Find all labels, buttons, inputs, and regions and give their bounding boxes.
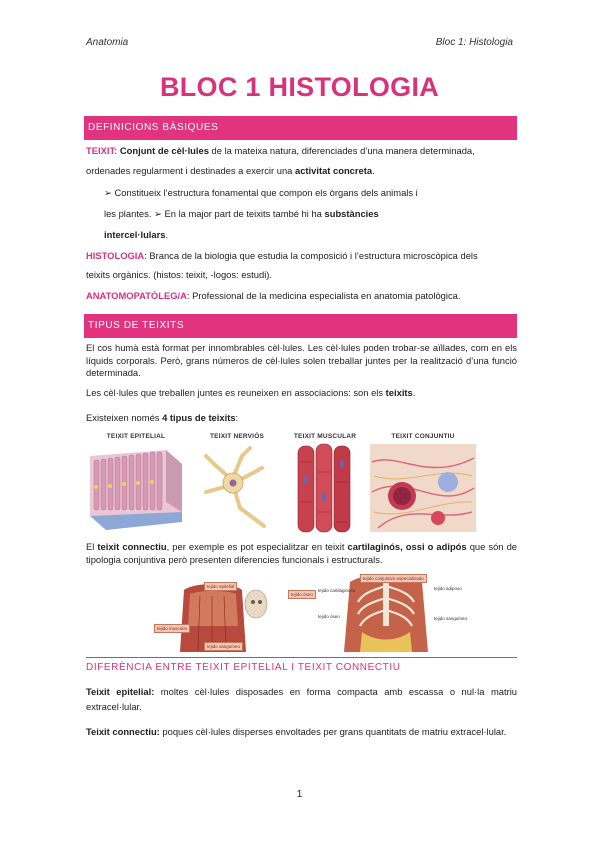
histologia-text2: teixits orgànics. (histos: teixit, -logos: estudi).: [86, 269, 273, 280]
connectiu-term: Teixit connectiu:: [86, 726, 160, 737]
p3-text: Existeixen només: [86, 412, 163, 423]
epitelial-term: Teixit epitelial:: [86, 686, 155, 697]
p2-end: .: [412, 387, 416, 398]
arrow-bullet-icon: ➢: [104, 187, 112, 198]
bullet1-text-b: les plantes.: [104, 208, 152, 219]
fig-label-cartilaginoso: tejido cartilaginoso: [318, 588, 356, 593]
p3-end: :: [235, 412, 239, 423]
section-heading-diferencia: DIFERÈNCIA ENTRE TEIXIT EPITELIAL I TEIXIT CONNECTIU: [86, 657, 517, 677]
teixit-bullet2-cont: [104, 228, 517, 242]
tissue-figure-conjuntiu: [368, 433, 478, 533]
anatomo-text: : Professional de la medicina especialista en anatomia patològica.: [186, 290, 461, 301]
fig-label-epitelial: tejido epitelial: [204, 582, 237, 591]
bullet1-text: Constitueix l’estructura fonamental que compon els òrgans dels animals i: [114, 187, 418, 198]
p4-text: El: [86, 541, 98, 552]
histologia-definition: [86, 249, 517, 263]
epithelial-tissue-illustration: [86, 442, 186, 534]
teixit-text2: ordenades regularment i destinades a exercir una: [86, 165, 295, 176]
histologia-definition-line2: [86, 268, 517, 282]
anatomopatoleg-definition: [86, 289, 517, 303]
fig-label-oseo: tejido óseo: [288, 590, 316, 599]
connectiu-text: poques cèl·lules disperses envoltades per grans quantitats de matriu extracel·lular.: [159, 726, 507, 737]
anatomy-figure-left: [150, 576, 330, 652]
p4-bold2: cartilaginós, ossi o adipós: [347, 541, 467, 552]
arrow-bullet-icon: ➢: [154, 208, 162, 219]
p3-bold: 4 tipus de teixits: [162, 412, 236, 423]
page-number: 1: [296, 789, 303, 800]
bullet2-end: .: [165, 229, 169, 240]
teixit-definition-line1: [86, 144, 517, 158]
tissue-label-nervios: TEIXIT NERVIÓS: [210, 433, 264, 440]
header-chapter: Bloc 1: Histologia: [435, 37, 513, 48]
teixit-term: TEIXIT:: [86, 145, 118, 156]
bullet2-bold2: intercel·lulars: [104, 229, 166, 240]
torso-illustration-left: [150, 576, 330, 652]
teixit-bold: Conjunt de cèl·lules: [119, 145, 209, 156]
connective-tissue-illustration: [368, 442, 478, 534]
page-title: BLOC 1 HISTOLOGIA: [159, 72, 440, 102]
tissue-label-muscular: TEIXIT MUSCULAR: [293, 433, 357, 440]
p4-bold1: teixit connectiu: [97, 541, 167, 552]
anatomo-term: ANATOMOPATÒLEG/A: [86, 290, 187, 301]
teixit-end: .: [372, 165, 375, 176]
histologia-term: HISTOLOGIA: [86, 250, 145, 261]
epitelial-definition: [86, 684, 517, 714]
muscle-tissue-illustration: [290, 442, 360, 534]
tipus-paragraph3: [86, 411, 517, 425]
tissue-figure-muscular: [290, 433, 360, 533]
tissue-figure-nervios: [192, 433, 282, 533]
p4-mid: , per exemple es pot especialitzar en teixit: [166, 541, 348, 552]
fig-label-conjuntivo-especializado: tejido conjuntivo especializado: [360, 574, 427, 583]
fig-label-sanguineo: tejido sanguíneo: [204, 642, 243, 651]
teixit-bullet1: [104, 186, 517, 200]
tissue-label-conjuntiu: TEIXIT CONJUNTIU: [391, 433, 455, 440]
tissue-label-epitelial: TEIXIT EPITELIAL: [106, 433, 166, 440]
connectiu-definition: [86, 724, 517, 739]
teixit-definition-line2: [86, 164, 517, 178]
neuron-illustration: [192, 442, 282, 534]
p2-bold: teixits: [385, 387, 413, 398]
bullet2-bold: substàncies: [324, 208, 379, 219]
tissue-figure-epitelial: [86, 433, 186, 533]
teixit-bold2: activitat concreta: [294, 165, 373, 176]
bullet2-text: En la major part de teixits també hi ha: [164, 208, 325, 219]
epitelial-text: moltes cèl·lules disposades en forma compacta amb escassa o nul·la matriu extracel·lular.: [86, 686, 517, 712]
fig-label-adiposo: tejido adiposo: [434, 586, 462, 591]
header-subject: Anatomia: [86, 37, 129, 48]
torso-illustration-right: [316, 572, 466, 652]
section-heading-tipus: TIPUS DE TEIXITS: [84, 314, 517, 338]
p4-end: que són de tipologia conjuntiva però presenten diferencies funcionals i estructurals.: [86, 541, 518, 565]
fig-label-oseo-right: tejido óseo: [318, 614, 340, 619]
teixit-text: de la mateixa natura, diferenciades d’una manera determinada,: [208, 145, 475, 156]
connectiu-paragraph: [86, 541, 517, 566]
tipus-paragraph2: [86, 386, 517, 400]
p2-text: Les cèl·lules que treballen juntes es reuneixen en associacions: son els: [86, 387, 386, 398]
teixit-bullet1-cont: [104, 207, 517, 221]
anatomy-figure-right: [316, 572, 466, 652]
tipus-paragraph1: El cos humà està format per innombrables cèl·lules. Les cèl·lules poden trobar-se aïllades, com en els líquids corporals. Però, grans números de cèl·lules solen treballar juntes per la realització d’una funció determinada.: [86, 342, 517, 378]
section-heading-definicions: DEFINICIONS BÀSIQUES: [84, 116, 517, 140]
fig-label-muscular: tejido muscular: [154, 624, 190, 633]
fig-label-sanguineo-right: tejido sanguíneo: [434, 616, 468, 621]
histologia-text: : Branca de la biologia que estudia la composició i l’estructura microscòpica dels: [144, 250, 478, 261]
